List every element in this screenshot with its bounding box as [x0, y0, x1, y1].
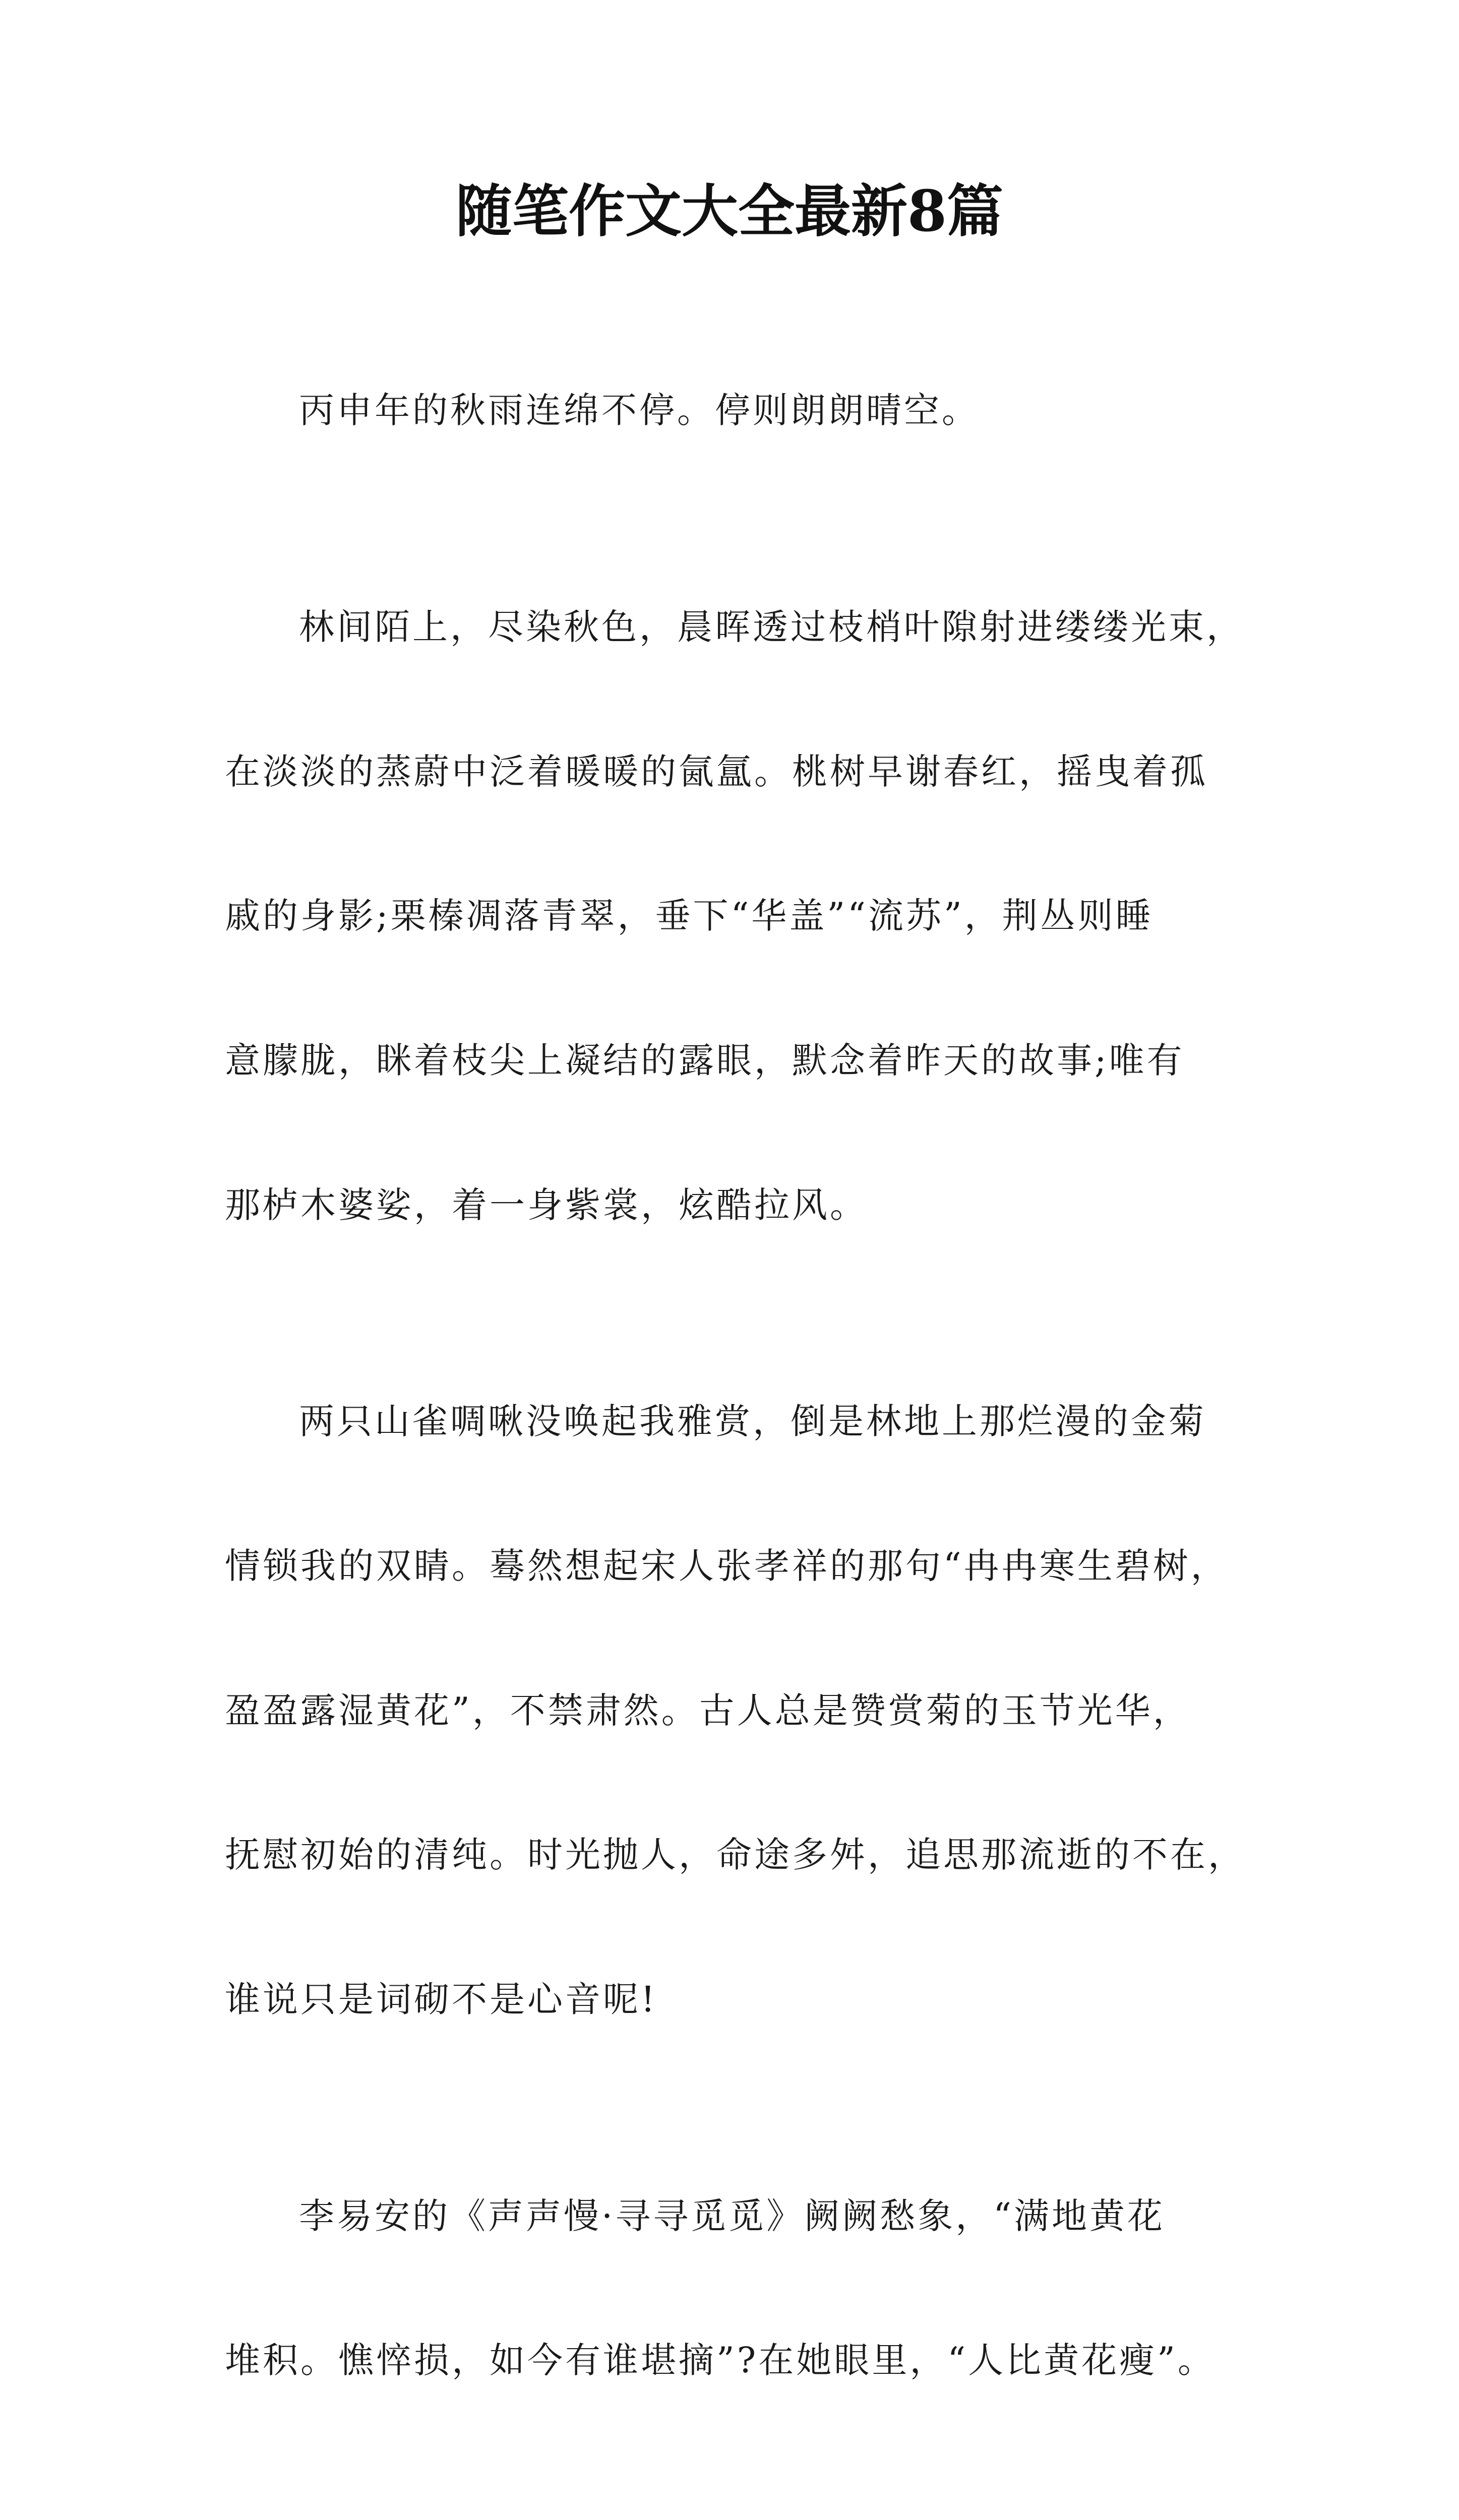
paragraph-line: 在淡淡的蒸蔚中泛着暖暖的氤氲。桃树早谢春红，摇曳着孤 [225, 750, 1208, 792]
paragraph-line: 林间陌上，尽染秋色，晨晖透过枝梢叶隙射进缕缕光束， [299, 606, 1244, 648]
paragraph-line: 盈盈露湿黄花”，不禁肃然。古人总是赞赏菊的玉节光华， [225, 1689, 1191, 1731]
paragraph-line: 情锁我的双睛。蓦然想起宋人张孝祥的那句“冉冉寒生碧树， [225, 1545, 1229, 1587]
paragraph-line: 两只山雀啁啾没唤起我雅赏，倒是林地上那烂漫的金菊 [299, 1401, 1206, 1442]
paragraph [225, 302, 1284, 519]
paragraph-line: 堆积。憔悴损，如今有谁堪摘”?在她眼里，“人比黄花瘦”。 [225, 2340, 1215, 2381]
paragraph-line: 丙申年的秋雨连绵不停。停则朗朗晴空。 [299, 390, 980, 431]
paragraph-line: 谁说只是词砌不是心音呢! [225, 1978, 658, 2020]
paragraph [225, 2469, 1284, 2520]
paragraph [225, 2108, 1284, 2469]
paragraph-line: 抚慰初始的清纯。时光抛人，命途多舛，追思那流逝的不在， [225, 1834, 1246, 1876]
paragraph-line: 戚的身影;栗榛凋落青翠，垂下“华盖”“流苏”，荆丛则睡 [225, 895, 1153, 937]
paragraph-line: 意朦胧，眯着枝尖上凝结的露眼，默念着昨天的故事;唯有 [225, 1039, 1185, 1081]
document-body [225, 302, 1284, 2520]
paragraph [225, 1313, 1284, 2108]
paragraph [225, 519, 1284, 1313]
document-title: 随笔作文大全最新8篇 [456, 178, 1003, 244]
paragraph-line: 李易安的《声声慢·寻寻觅觅》阙阙愁象，“满地黄花 [299, 2195, 1166, 2237]
paragraph-line: 那栌木婆娑，着一身紫裳，炫酷拉风。 [225, 1184, 868, 1226]
